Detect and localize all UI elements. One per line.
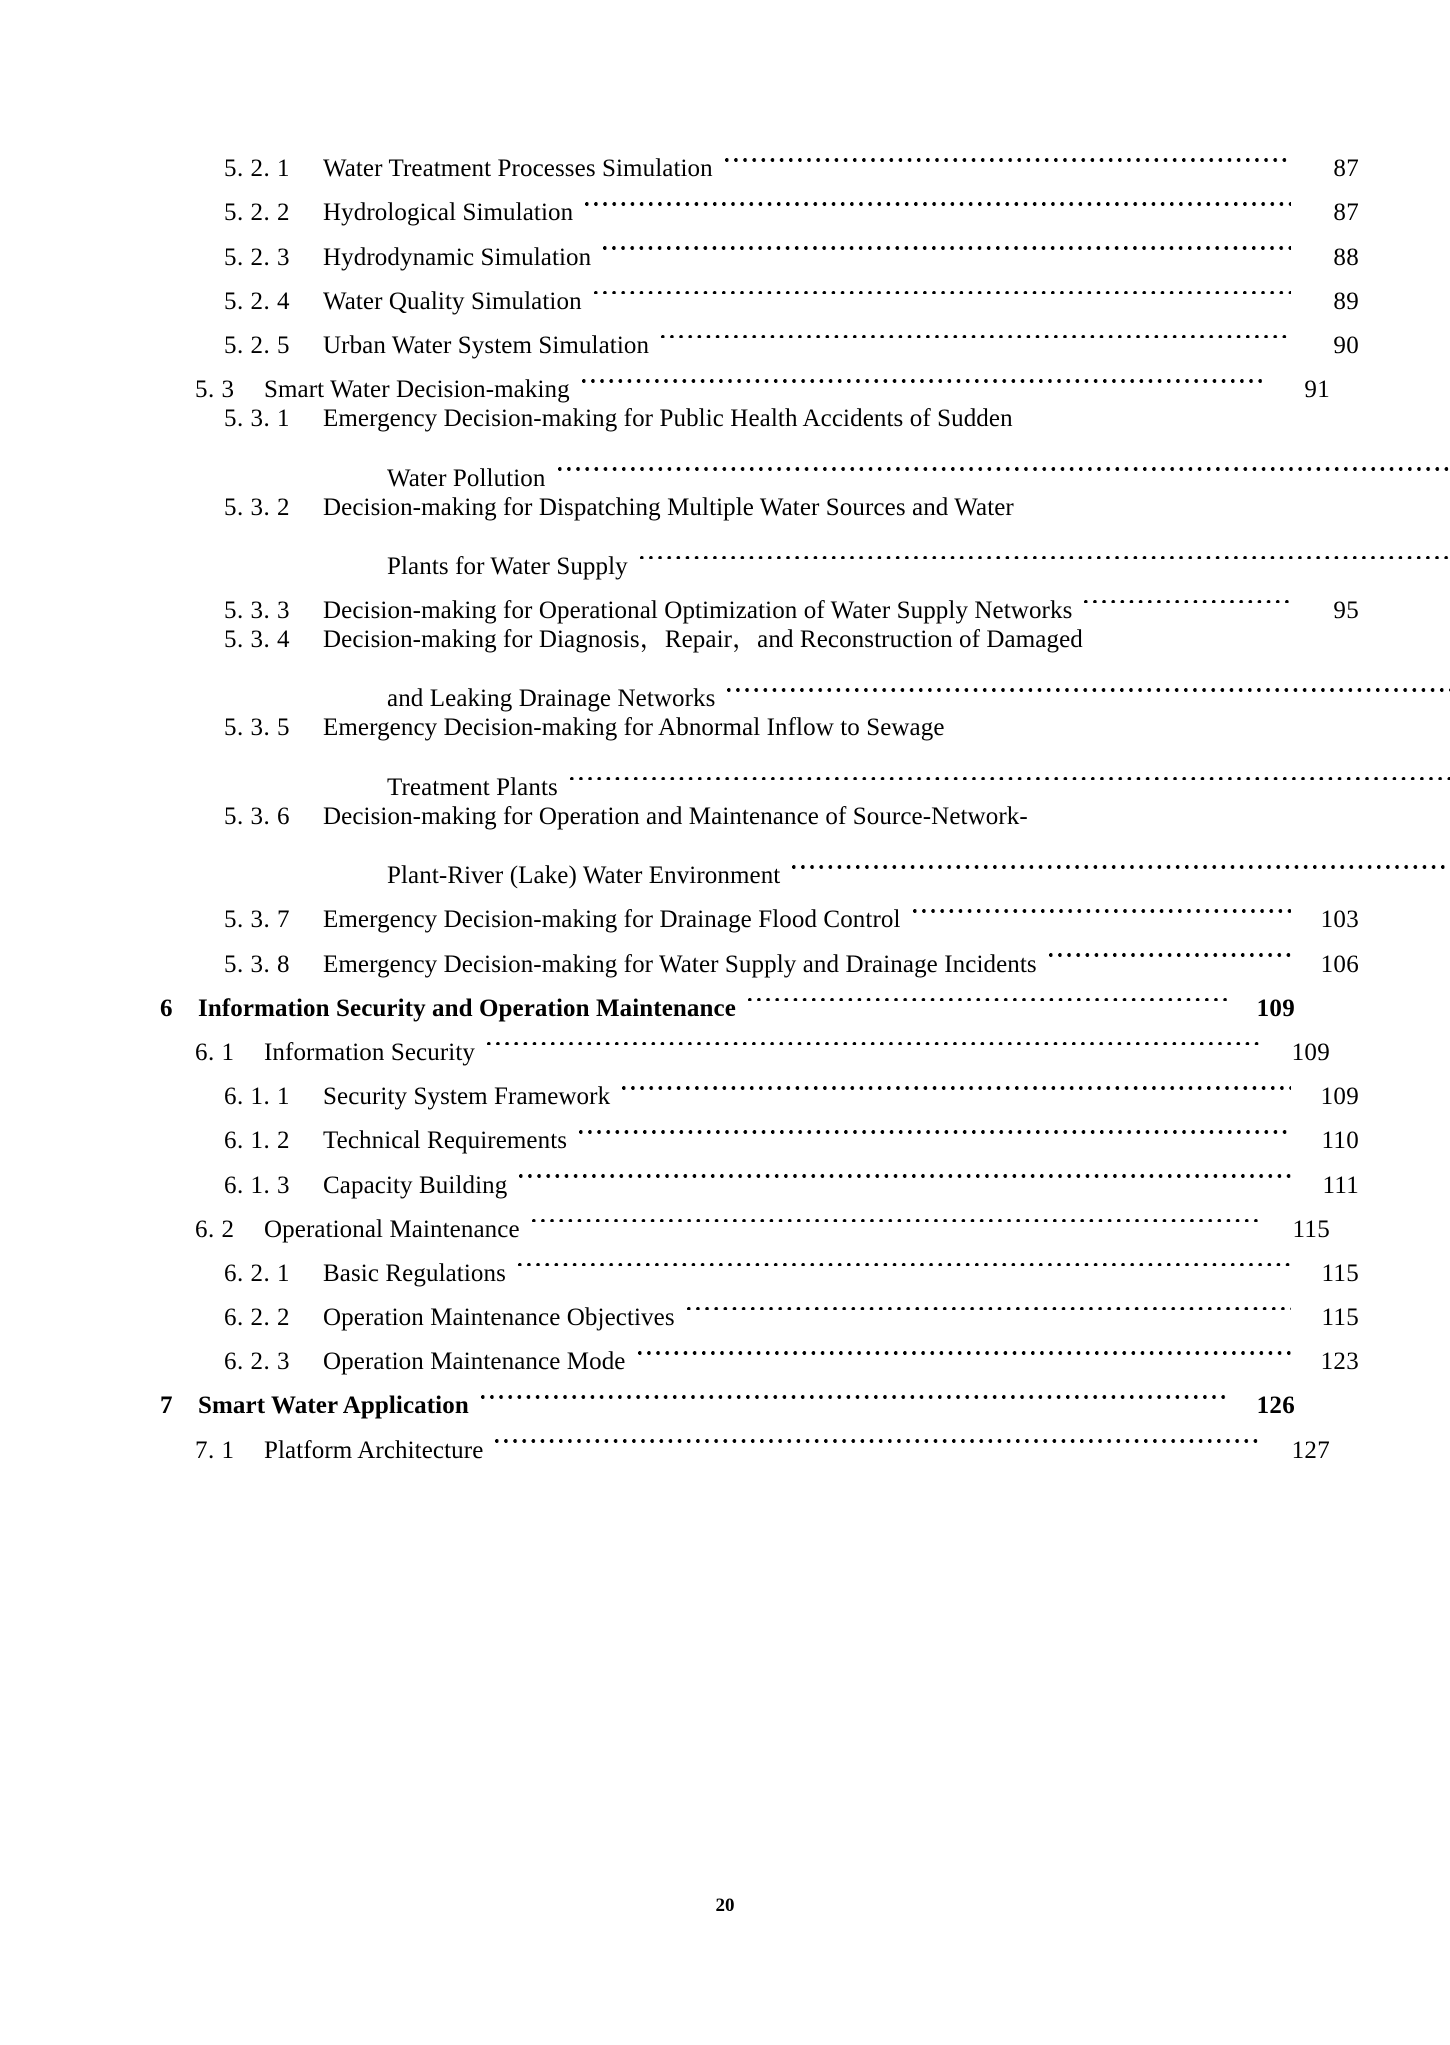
toc-entry-title: Emergency Decision-making for Drainage Flood Control xyxy=(323,906,901,934)
toc-entry[interactable] xyxy=(160,132,1359,183)
toc-entry-line xyxy=(195,353,1330,404)
toc-entry[interactable] xyxy=(160,1325,1359,1376)
toc-entry-page-number: 103 xyxy=(1320,906,1359,934)
toc-entry-page-number: 91 xyxy=(1304,376,1330,404)
toc-entry-page-number: 109 xyxy=(1291,1038,1330,1066)
toc-entry-title: Platform Architecture xyxy=(264,1436,484,1464)
toc-entry-page-number: 115 xyxy=(1321,1304,1359,1332)
dot-leader xyxy=(675,1281,1301,1325)
toc-entry-line xyxy=(160,1369,1295,1420)
toc-entry-line xyxy=(195,1193,1330,1243)
toc-entry-title: Information Security xyxy=(264,1038,475,1066)
toc-entry-page-number: 95 xyxy=(1333,597,1359,625)
table-of-contents-list xyxy=(160,132,1359,1464)
toc-entry[interactable] xyxy=(160,883,1359,934)
toc-entry-page-number: 88 xyxy=(1333,243,1359,271)
toc-entry-number: 6. 1. 3 xyxy=(224,1171,290,1199)
toc-entry-number: 6. 1 xyxy=(195,1038,235,1066)
toc-entry-title: Security System Framework xyxy=(323,1083,611,1111)
toc-entry-page-number: 87 xyxy=(1333,199,1359,227)
toc-entry-wrapped-line xyxy=(224,751,1450,801)
toc-entry-line xyxy=(195,1016,1330,1066)
toc-entry-title: Hydrodynamic Simulation xyxy=(323,243,592,271)
page-folio-number: 20 xyxy=(715,1895,735,1916)
toc-entry-title: Emergency Decision-making for Water Supply and Drainage Incidents xyxy=(323,950,1037,978)
toc-entry-number: 6. 1. 1 xyxy=(224,1083,290,1111)
toc-entry-title: Emergency Decision-making for Public Health Accidents of Sudden xyxy=(323,405,1013,433)
toc-entry-page-number: 127 xyxy=(1291,1436,1330,1464)
toc-entry[interactable] xyxy=(160,706,1359,801)
toc-entry-page-number: 87 xyxy=(1333,155,1359,183)
dot-leader xyxy=(573,176,1301,220)
toc-entry-number: 5. 2. 1 xyxy=(224,155,290,183)
toc-entry-line xyxy=(224,220,1359,271)
dot-leader xyxy=(507,1148,1301,1192)
dot-leader xyxy=(1037,927,1301,971)
toc-entry-line xyxy=(224,1281,1359,1332)
toc-entry-page-number: 89 xyxy=(1333,287,1359,315)
toc-entry-number: 5. 3. 2 xyxy=(224,493,290,521)
toc-entry-number: 5. 3. 8 xyxy=(224,950,290,978)
dot-leader xyxy=(506,1237,1301,1281)
toc-entry-title: Operational Maintenance xyxy=(264,1215,520,1243)
toc-entry-number: 5. 3. 5 xyxy=(224,714,290,742)
toc-entry-title: Decision-making for Operation and Maintenance of Source-Network- xyxy=(323,802,1028,830)
toc-entry[interactable] xyxy=(160,618,1359,713)
dot-leader xyxy=(736,972,1237,1016)
toc-entry[interactable] xyxy=(160,1148,1359,1199)
toc-entry-page-number: 123 xyxy=(1320,1348,1359,1376)
toc-entry-number: 7 xyxy=(160,1392,173,1420)
toc-entry-line xyxy=(224,176,1359,227)
dot-leader xyxy=(558,751,1450,795)
toc-entry-line xyxy=(224,706,1359,750)
toc-entry-line xyxy=(224,795,1359,839)
toc-entry[interactable] xyxy=(160,309,1359,359)
toc-entry-title: Basic Regulations xyxy=(323,1259,506,1287)
toc-entry-title: and Leaking Drainage Networks xyxy=(387,685,716,713)
toc-entry-title: Water Pollution xyxy=(387,464,546,492)
toc-entry-number: 6. 2. 3 xyxy=(224,1348,290,1376)
toc-entry[interactable] xyxy=(160,1369,1295,1420)
toc-entry-line xyxy=(224,309,1359,359)
toc-entry-title: Smart Water Application xyxy=(198,1392,469,1420)
toc-entry-number: 5. 3. 4 xyxy=(224,626,290,654)
toc-entry-wrapped-line xyxy=(224,441,1450,492)
dot-leader xyxy=(570,353,1272,397)
toc-entry-title: Water Quality Simulation xyxy=(323,287,582,315)
dot-leader xyxy=(469,1369,1237,1413)
toc-entry[interactable] xyxy=(160,795,1359,890)
toc-entry-title: Information Security and Operation Maintenance xyxy=(198,994,736,1022)
toc-entry[interactable] xyxy=(160,353,1330,404)
toc-entry-title: Smart Water Decision-making xyxy=(264,376,570,404)
toc-entry-title: Decision-making for Dispatching Multiple Water Sources and Water xyxy=(323,493,1014,521)
toc-entry[interactable] xyxy=(160,176,1359,227)
toc-entry-line xyxy=(224,397,1359,441)
toc-entry-page-number: 115 xyxy=(1292,1215,1330,1243)
toc-entry-line xyxy=(224,1060,1359,1111)
toc-entry-title: Decision-making for Diagnosis，Repair，and Reconstruction of Damaged xyxy=(323,626,1083,654)
dot-leader xyxy=(546,441,1450,485)
toc-entry-line xyxy=(224,1237,1359,1287)
toc-entry-page-number: 90 xyxy=(1333,331,1359,359)
toc-entry-title: Capacity Building xyxy=(323,1171,508,1199)
toc-entry-number: 7. 1 xyxy=(195,1436,235,1464)
toc-entry[interactable] xyxy=(160,1237,1359,1287)
toc-entry-line xyxy=(224,1325,1359,1376)
toc-entry-page-number: 115 xyxy=(1321,1259,1359,1287)
toc-entry-title: Operation Maintenance Mode xyxy=(323,1348,626,1376)
toc-entry-title: Operation Maintenance Objectives xyxy=(323,1304,675,1332)
toc-entry-wrapped-line xyxy=(224,839,1450,890)
toc-entry-number: 5. 2. 2 xyxy=(224,199,290,227)
toc-entry[interactable] xyxy=(160,220,1359,271)
toc-entry[interactable] xyxy=(160,1193,1330,1243)
toc-entry[interactable] xyxy=(160,486,1359,580)
toc-entry-wrapped-line xyxy=(224,662,1450,713)
toc-entry-title: Treatment Plants xyxy=(387,773,558,801)
dot-leader xyxy=(610,1060,1301,1104)
dot-leader xyxy=(628,530,1450,574)
toc-entry-number: 5. 3. 1 xyxy=(224,405,290,433)
toc-entry-number: 5. 3. 6 xyxy=(224,802,290,830)
toc-entry-number: 6. 2. 1 xyxy=(224,1259,290,1287)
toc-entry-page-number: 126 xyxy=(1256,1392,1295,1420)
toc-entry-page-number: 106 xyxy=(1320,950,1359,978)
toc-entry-title: Decision-making for Operational Optimization of Water Supply Networks xyxy=(323,597,1073,625)
dot-leader xyxy=(1072,574,1301,618)
toc-entry-line xyxy=(224,574,1359,625)
toc-entry[interactable] xyxy=(160,1060,1359,1111)
dot-leader xyxy=(483,1413,1272,1457)
toc-entry[interactable] xyxy=(160,972,1295,1022)
toc-entry-line xyxy=(224,1148,1359,1199)
toc-entry[interactable] xyxy=(160,397,1359,492)
toc-entry[interactable] xyxy=(160,927,1359,978)
dot-leader xyxy=(901,883,1301,927)
toc-entry[interactable] xyxy=(160,1281,1359,1332)
toc-entry-title: Plants for Water Supply xyxy=(387,552,628,580)
toc-entry-page-number: 110 xyxy=(1321,1127,1359,1155)
dot-leader xyxy=(475,1016,1272,1060)
toc-entry-number: 5. 3. 7 xyxy=(224,906,290,934)
toc-entry-number: 5. 2. 3 xyxy=(224,243,290,271)
toc-entry-number: 6. 2. 2 xyxy=(224,1304,290,1332)
toc-entry-line xyxy=(224,883,1359,934)
toc-entry[interactable] xyxy=(160,1413,1330,1464)
toc-entry-line xyxy=(195,1413,1330,1464)
toc-entry-number: 6. 1. 2 xyxy=(224,1127,290,1155)
toc-entry[interactable] xyxy=(160,574,1359,625)
toc-entry-line xyxy=(224,618,1359,662)
toc-entry[interactable] xyxy=(160,1104,1359,1155)
dot-leader xyxy=(582,265,1301,309)
toc-entry-page-number: 109 xyxy=(1320,1083,1359,1111)
toc-entry-line xyxy=(224,132,1359,183)
dot-leader xyxy=(715,662,1450,706)
toc-entry-title: Emergency Decision-making for Abnormal Inflow to Sewage xyxy=(323,714,945,742)
toc-entry[interactable] xyxy=(160,1016,1330,1066)
dot-leader xyxy=(626,1325,1302,1369)
dot-leader xyxy=(649,309,1301,353)
toc-entry-title: Hydrological Simulation xyxy=(323,199,574,227)
toc-entry-number: 6 xyxy=(160,994,173,1022)
toc-entry-line xyxy=(224,927,1359,978)
toc-entry-number: 5. 2. 4 xyxy=(224,287,290,315)
dot-leader xyxy=(780,839,1450,883)
dot-leader xyxy=(567,1104,1301,1148)
dot-leader xyxy=(591,220,1301,264)
toc-entry[interactable] xyxy=(160,265,1359,315)
toc-entry-line xyxy=(224,1104,1359,1155)
dot-leader xyxy=(713,132,1301,176)
toc-entry-line xyxy=(224,486,1359,530)
toc-entry-wrapped-line xyxy=(224,530,1450,580)
toc-entry-line xyxy=(160,972,1295,1022)
toc-entry-page-number: 111 xyxy=(1322,1171,1359,1199)
toc-entry-title: Technical Requirements xyxy=(323,1127,568,1155)
toc-entry-number: 5. 3 xyxy=(195,376,235,404)
toc-entry-title: Urban Water System Simulation xyxy=(323,331,650,359)
toc-entry-page-number: 109 xyxy=(1256,994,1295,1022)
toc-entry-title: Plant-River (Lake) Water Environment xyxy=(387,862,781,890)
toc-entry-number: 6. 2 xyxy=(195,1215,235,1243)
toc-entry-number: 5. 3. 3 xyxy=(224,597,290,625)
toc-entry-line xyxy=(224,265,1359,315)
dot-leader xyxy=(520,1193,1272,1237)
toc-entry-title: Water Treatment Processes Simulation xyxy=(323,155,713,183)
toc-entry-number: 5. 2. 5 xyxy=(224,331,290,359)
